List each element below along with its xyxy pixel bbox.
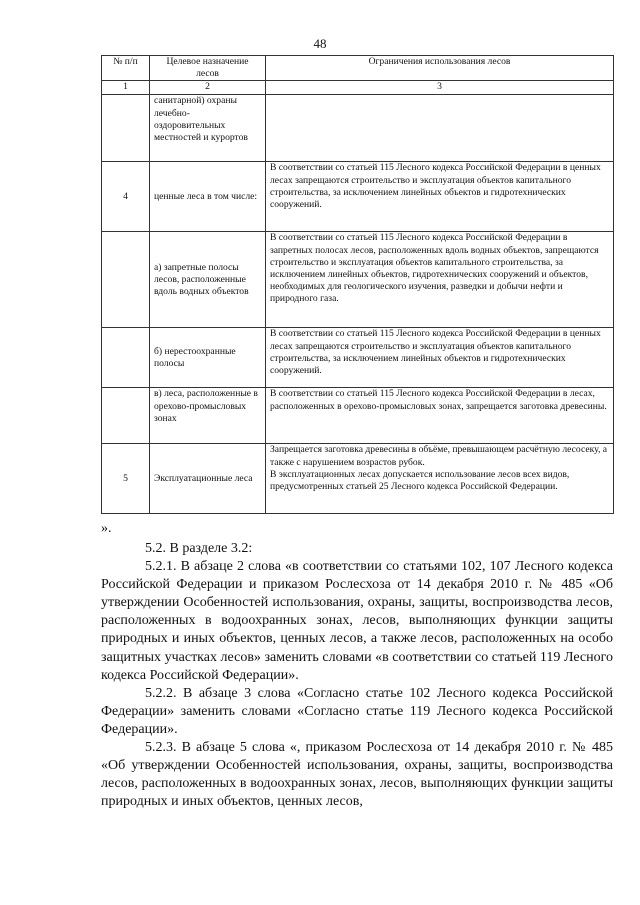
row-number: 4 bbox=[102, 162, 150, 232]
table-row bbox=[102, 232, 614, 328]
table-row bbox=[102, 388, 614, 444]
column-number: 2 bbox=[150, 81, 266, 95]
row-limits: В соответствии со статьей 115 Лесного кодекса Российской Федерации в ценных лесах запрещаются строительство и эксплуатация объектов капитального строительства, за исключением линейных объектов и гидротехнических сооружений. bbox=[266, 162, 614, 232]
header-number: № п/п bbox=[102, 56, 150, 81]
paragraph: 5.2.3. В абзаце 5 слова «, приказом Рослесхоза от 14 декабря 2010 г. № 485 «Об утверждении Особенностей использования, охраны, защиты, воспроизводства лесов, расположенных в водоохранных зонах, лесов, выполняющих функции защиты природных и иных объектов, ценных лесов, bbox=[101, 740, 613, 810]
row-limits: В соответствии со статьей 115 Лесного кодекса Российской Федерации в лесах, расположенных в орехово-промысловых зонах, запрещается заготовка древесины. bbox=[266, 388, 614, 444]
row-number bbox=[102, 232, 150, 328]
row-purpose: в) леса, расположенные в орехово-промысловых зонах bbox=[150, 388, 266, 444]
row-purpose: ценные леса в том числе: bbox=[150, 162, 266, 232]
header-limits: Ограничения использования лесов bbox=[266, 56, 614, 81]
row-number bbox=[102, 95, 150, 162]
header-purpose: Целевое назначение лесов bbox=[150, 56, 266, 81]
row-limits bbox=[266, 95, 614, 162]
row-limits: В соответствии со статьей 115 Лесного кодекса Российской Федерации в ценных лесах запрещаются строительство и эксплуатация объектов капитального строительства, за исключением линейных объектов и гидротехнических сооружений. bbox=[266, 328, 614, 388]
closing-quote: ». bbox=[101, 521, 112, 536]
row-number: 5 bbox=[102, 444, 150, 514]
paragraph: 5.2.2. В абзаце 3 слова «Согласно статье 102 Лесного кодекса Российской Федерации» заменить словами «Согласно статье 119 Лесного кодекса Российской Федерации». bbox=[101, 685, 613, 737]
row-number bbox=[102, 328, 150, 388]
document-body bbox=[101, 540, 613, 811]
table-row bbox=[102, 95, 614, 162]
table-header-row bbox=[102, 56, 614, 81]
row-purpose: Эксплуатационные леса bbox=[150, 444, 266, 514]
row-purpose: санитарной) охраны лечебно-оздоровительных местностей и курортов bbox=[150, 95, 266, 162]
column-number: 3 bbox=[266, 81, 614, 95]
table-row bbox=[102, 328, 614, 388]
row-limits: В соответствии со статьей 115 Лесного кодекса Российской Федерации в запретных полосах лесов, расположенных вдоль водных объектов, запрещаются строительство и эксплуатация объектов капитального строительства, за исключением линейных объектов, гидротехнических сооружений и объектов, необходимых для геологического изучения, разведки и добычи нефти и природного газа. bbox=[266, 232, 614, 328]
row-limits-line: Запрещается заготовка древесины в объёме, превышающем расчётную лесосеку, а также с нарушением возрастов рубок. bbox=[270, 444, 607, 468]
row-limits-line: В эксплуатационных лесах допускается использование лесов всех видов, предусмотренных статьей 25 Лесного кодекса Российской Федерации. bbox=[270, 468, 570, 493]
row-limits bbox=[266, 444, 614, 514]
paragraph: 5.2. В разделе 3.2: bbox=[145, 541, 253, 556]
row-purpose: а) запретные полосы лесов, расположенные вдоль водных объектов bbox=[150, 232, 266, 328]
page-number: 48 bbox=[313, 36, 327, 51]
column-number: 1 bbox=[102, 81, 150, 95]
paragraph: 5.2.1. В абзаце 2 слова «в соответствии со статьями 102, 107 Лесного кодекса Российской Федерации и приказом Рослесхоза от 14 декабря 2010 г. № 485 «Об утверждении Особенностей использования, охраны, защиты, воспроизводства лесов, расположенных в водоохранных зонах, лесов, выполняющих функции защиты природных и иных объектов, ценных лесов, а также лесов, расположенных на особо защитных участках лесов» заменить словами «в соответствии со статьей 119 Лесного кодекса Российской Федерации». bbox=[101, 559, 613, 683]
row-number bbox=[102, 388, 150, 444]
forest-restrictions-table bbox=[101, 55, 614, 514]
table-row bbox=[102, 162, 614, 232]
row-purpose: б) нерестоохранные полосы bbox=[150, 328, 266, 388]
table-row bbox=[102, 444, 614, 514]
table-column-numbers-row bbox=[102, 81, 614, 95]
